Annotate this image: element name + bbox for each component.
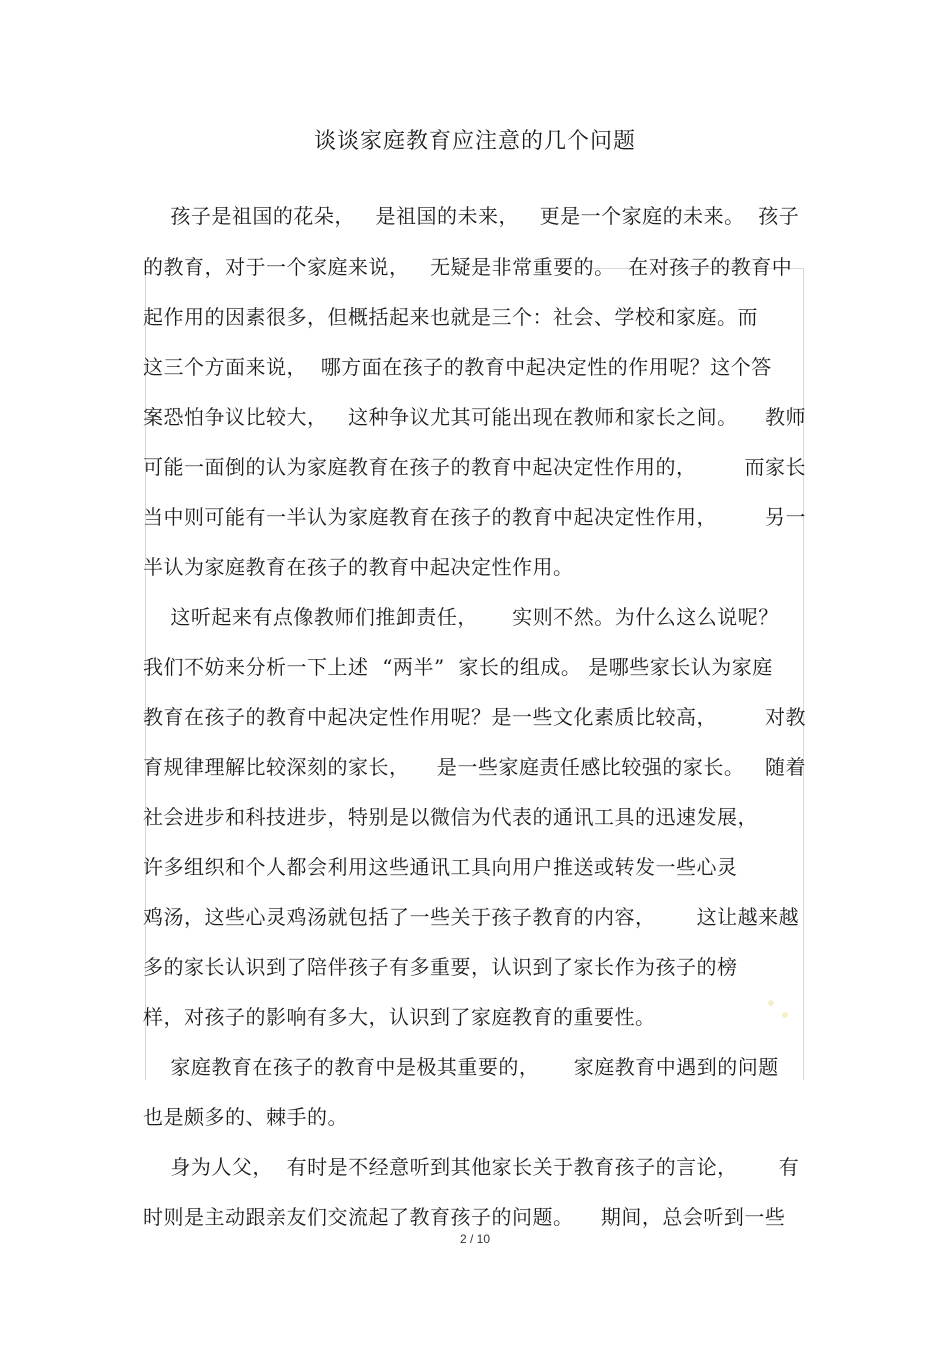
body-line: 许多组织和个人都会利用这些通讯工具向用户推送或转发一些心灵 (143, 855, 738, 879)
body-line: 我们不妨来分析一下上述 “两半” 家长的组成。 是哪些家长认为家庭 (143, 655, 773, 679)
body-line: 时则是主动跟亲友们交流起了教育孩子的问题。 期间，总会听到一些 (143, 1205, 786, 1229)
body-line: 家庭教育在孩子的教育中是极其重要的， 家庭教育中遇到的问题 (143, 1055, 779, 1079)
watermark-speck (768, 1000, 774, 1006)
body-line: 当中则可能有一半认为家庭教育在孩子的教育中起决定性作用， 另一 (143, 505, 807, 529)
body-line: 鸡汤，这些心灵鸡汤就包括了一些关于孩子教育的内容， 这让越来越 (143, 905, 800, 929)
body-line: 社会进步和科技进步，特别是以微信为代表的通讯工具的迅速发展， (143, 805, 758, 829)
page-number: 2 / 10 (459, 1232, 491, 1246)
watermark-speck (782, 1012, 788, 1018)
body-line: 孩子是祖国的花朵， 是祖国的未来， 更是一个家庭的未来。 孩子 (143, 204, 800, 228)
body-line: 的教育，对于一个家庭来说， 无疑是非常重要的。 在对孩子的教育中 (143, 255, 793, 279)
document-title: 谈谈家庭教育应注意的几个问题 (313, 129, 636, 154)
body-line: 这听起来有点像教师们推卸责任， 实则不然。为什么这么说呢？ (143, 605, 779, 629)
body-line: 也是颇多的、棘手的。 (143, 1105, 348, 1129)
body-line: 起作用的因素很多，但概括起来也就是三个：社会、学校和家庭。而 (143, 305, 758, 329)
body-line: 半认为家庭教育在孩子的教育中起决定性作用。 (143, 555, 574, 579)
body-line: 案恐怕争议比较大， 这种争议尤其可能出现在教师和家长之间。 教师 (143, 405, 807, 429)
body-line: 身为人父， 有时是不经意听到其他家长关于教育孩子的言论， 有 (143, 1155, 800, 1179)
body-line: 多的家长认识到了陪伴孩子有多重要，认识到了家长作为孩子的榜 (143, 955, 738, 979)
page-frame-right (803, 268, 804, 1080)
body-line: 样，对孩子的影响有多大，认识到了家庭教育的重要性。 (143, 1005, 656, 1029)
body-line: 育规律理解比较深刻的家长， 是一些家庭责任感比较强的家长。 随着 (143, 755, 807, 779)
body-line: 教育在孩子的教育中起决定性作用呢？是一些文化素质比较高， 对教 (143, 705, 807, 729)
body-line: 这三个方面来说， 哪方面在孩子的教育中起决定性的作用呢？这个答 (143, 355, 772, 379)
body-line: 可能一面倒的认为家庭教育在孩子的教育中起决定性作用的， 而家长 (143, 455, 807, 479)
